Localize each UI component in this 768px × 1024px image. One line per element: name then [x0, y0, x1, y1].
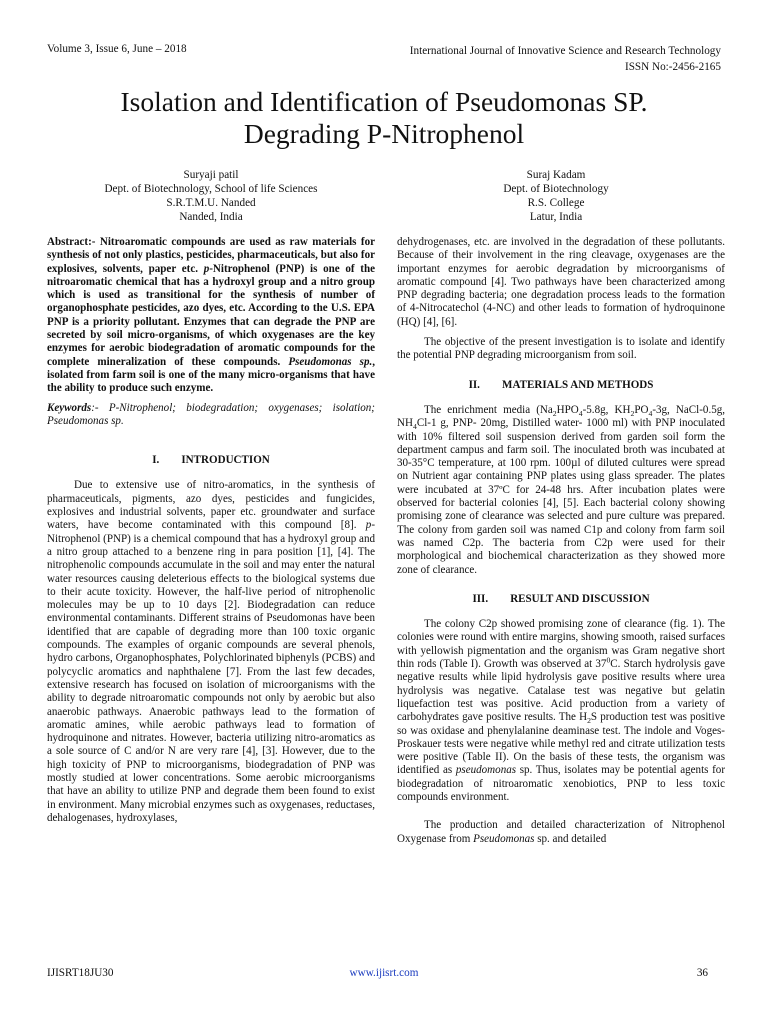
- mm-subscript: 4: [648, 409, 653, 419]
- intro-continuation: dehydrogenases, etc. are involved in the degradation of these pollutants. Because of their involvement in the ring cleavage, oxygenases are the important enzymes for aerobic degradation by microorganisms of aromatic compound [4]. Two pathways have been characterized among PNP degrading bacteria; one degradation process leads to the formation of 4-Nitrocatechol (4-NC) and other leads to formation of hydroquinone (HQ) [4], [6].: [397, 236, 725, 328]
- mm-text: PO: [634, 403, 649, 416]
- objective-paragraph: The objective of the present investigation is to isolate and identify the potential PNP degrading microorganism from soil.: [397, 336, 725, 362]
- rd-subscript: 2: [587, 716, 591, 726]
- author-1-dept: Dept. of Biotechnology, School of life Sciences: [104, 183, 318, 195]
- mm-subscript: 4: [578, 409, 583, 419]
- section-heading-materials-methods: II. MATERIALS AND METHODS: [468, 378, 654, 391]
- author-2-inst: R.S. College: [527, 197, 585, 209]
- keywords: [47, 402, 375, 429]
- rd-superscript: 0: [606, 655, 611, 665]
- author-2-dept: Dept. of Biotechnology: [503, 183, 609, 195]
- journal-name: International Journal of Innovative Science and Research Technology: [409, 45, 721, 57]
- author-2-name: Suraj Kadam: [526, 169, 586, 181]
- mm-text: HPO: [556, 403, 579, 416]
- results-paragraph: [397, 618, 725, 804]
- final-italic: Pseudomonas: [473, 832, 535, 845]
- abstract-italic-species: Pseudomonas sp.: [288, 355, 373, 368]
- title-line-2: Degrading P-Nitrophenol: [243, 118, 525, 149]
- title-line-1: Isolation and Identification of Pseudomonas SP.: [120, 86, 648, 117]
- section-heading-results-discussion: III. RESULT AND DISCUSSION: [472, 592, 650, 605]
- final-paragraph: [397, 819, 725, 846]
- paper-title: [40, 86, 728, 150]
- rd-text: The colony C2p showed promising zone of clearance (fig. 1). The colonies were round with entire margins, showing smooth, raised surfaces with yellowish pigmentation and the organism was Gram negative short thin rods (Table I). Growth was observed at 37: [397, 618, 725, 671]
- abstract-text-2: -Nitrophenol (PNP) is one of the nitroaromatic chemical that has a hydroxyl group and a nitro group which is used as transitional for the synthesis of number of organophosphate pesticides, azo dyes, etc. According to the U.S. EPA PNP is a priority pollutant. Enzymes that can degrade the PNP are secreted by soil micro-organisms, of which oxygenases are the key enzymes for aerobic biodegradation of aromatic compounds for the complete mineralization of these compounds.: [47, 262, 375, 368]
- author-1-name: Suryaji patil: [183, 169, 239, 181]
- mm-subscript: 2: [630, 409, 635, 419]
- mm-text: The enrichment media (Na: [424, 403, 553, 416]
- abstract-text-1: Abstract:- Nitroaromatic compounds are used as raw materials for synthesis of not only plastics, pesticides, pharmaceuticals, but also for explosives, solvents, paper etc.: [47, 236, 375, 275]
- mm-subscript: 4: [412, 422, 417, 432]
- mm-text: -3g, NaCl-0.5g, NH: [397, 403, 726, 430]
- paper-id: IJISRT18JU30: [47, 967, 114, 979]
- author-1-location: Nanded, India: [179, 211, 243, 223]
- keywords-label: Keywords: [47, 401, 92, 414]
- journal-header: [410, 43, 721, 75]
- intro-text-2: -Nitrophenol (PNP) is a chemical compound that has a hydroxyl group and a nitro group attached to a benzene ring in para position [1], [4]. The nitrophenolic compounds accumulate in the soil and may enter the natural water resources causing deleterious effects to the biological systems due to their acute toxicity. However, the half-live period of nitrophenolic molecules may be up to 10 days [2]. Biodegradation can reduce environmental contaminants. Different strains of Pseudomonas have been identified that are capable of degrading more than 100 toxic organic compounds. The examples of organic compounds are several phenols, hydro carbons, Organophosphates, Polychlorinated biphenyls (PCBS) and polycyclic aromatics and naphthalene [7]. From the last few decades, extensive research has focused on isolation of microorganisms with the ability to degrade nitroaromatic compounds not only by aerobic but also anaerobic pathways. Anaerobic pathways lead to the formation of aromatic amines, while aerobic pathways lead to formation of hydroquinone and nitrates. However, bacteria utilizing nitro-aromatics as a sole source of C and/or N are very rare [4], [3]. However, due to the high toxicity of PNP to microorganisms, biodegradation of PNP was mostly studied at lower concentrations. Some aerobic microorganisms that have an ability to utilize PNP and degrade them been found to exist in environment. Many microbial enzymes such as oxygenases, reductases, dehalogenases, hydroxylases,: [47, 519, 375, 824]
- rd-text: sp. Thus, isolates may be potential agents for biodegradation of nitroaromatic xenobiotics, PNP to less toxic compounds environment.: [397, 764, 726, 803]
- section-heading-introduction: I. INTRODUCTION: [152, 454, 270, 467]
- left-column: [47, 236, 375, 825]
- rd-italic: pseudomonas: [455, 764, 517, 777]
- mm-text: Cl-1 g, PNP- 20mg, Distilled water- 1000 ml) with PNP inoculated with 10% filtered soil suspension derived from garden soil form the department campus and farm soil. The inoculated broth was incubated at 30-35°C temperature, at 100 rpm. 100µl of diluted cultures were spread on Nutrient agar containing PNP plates using glass spreader. The plates were incubated at 37ºC for 24-48 hrs. After incubation plates were observed for bacterial colonies [4], [5]. Each bacterial colony showing promising zone of clearance was selected and pure culture was prepared. The colony from garden soil was named C1p and colony from farm soil was named C2p. The bacteria from C2p were used for their morphological and biochemical characterization as they showed more zone of clearance.: [397, 417, 725, 576]
- materials-methods-paragraph: [397, 404, 725, 577]
- rd-text: C. Starch hydrolysis gave negative results while lipid hydrolysis gave positive results where urea hydrolysis was negative. Catalase test was negative but gelatin liquefaction test was positive. Acid production from a variety of carbohydrates gave positive results. The H: [397, 658, 725, 724]
- abstract-italic-p: p: [203, 262, 210, 275]
- right-column: [397, 236, 725, 846]
- rd-text: S production test was positive so was oxidase and phenylalanine deaminase test. The indole and Voges- Proskauer tests were negative while methyl red and citrate utilization tests were positive (Table II). On the basis of these tests, the organism was identified as: [397, 711, 725, 777]
- intro-italic-p: p: [365, 519, 372, 532]
- abstract-text-3: , isolated from farm soil is one of the many micro-organisms that have the ability to produce such enzyme.: [47, 355, 375, 395]
- intro-text-1: Due to extensive use of nitro-aromatics, in the synthesis of pharmaceuticals, pigments, azo dyes, pesticides and fungicides, explosives and industrial solvents, paper etc. groundwater and surface waters, have become contaminated with this compound [8].: [47, 479, 375, 532]
- volume-issue: Volume 3, Issue 6, June – 2018: [47, 43, 187, 55]
- author-2-location: Latur, India: [529, 211, 583, 223]
- final-text: The production and detailed characterization of Nitrophenol Oxygenase from: [397, 819, 725, 845]
- issn: ISSN No:-2456-2165: [624, 61, 721, 73]
- mm-subscript: 2: [552, 409, 557, 419]
- author-1-block: [47, 168, 375, 224]
- abstract: [47, 236, 375, 396]
- author-2-block: [392, 168, 720, 224]
- author-1-inst: S.R.T.M.U. Nanded: [166, 197, 256, 209]
- keywords-text: :- P-Nitrophenol; biodegradation; oxygenases; isolation; Pseudomonas sp.: [47, 401, 375, 427]
- introduction-paragraph: [47, 479, 375, 825]
- journal-url[interactable]: www.ijisrt.com: [349, 967, 419, 979]
- final-text: sp. and detailed: [534, 832, 607, 845]
- page-number: 36: [696, 967, 708, 979]
- mm-text: -5.8g, KH: [582, 403, 631, 416]
